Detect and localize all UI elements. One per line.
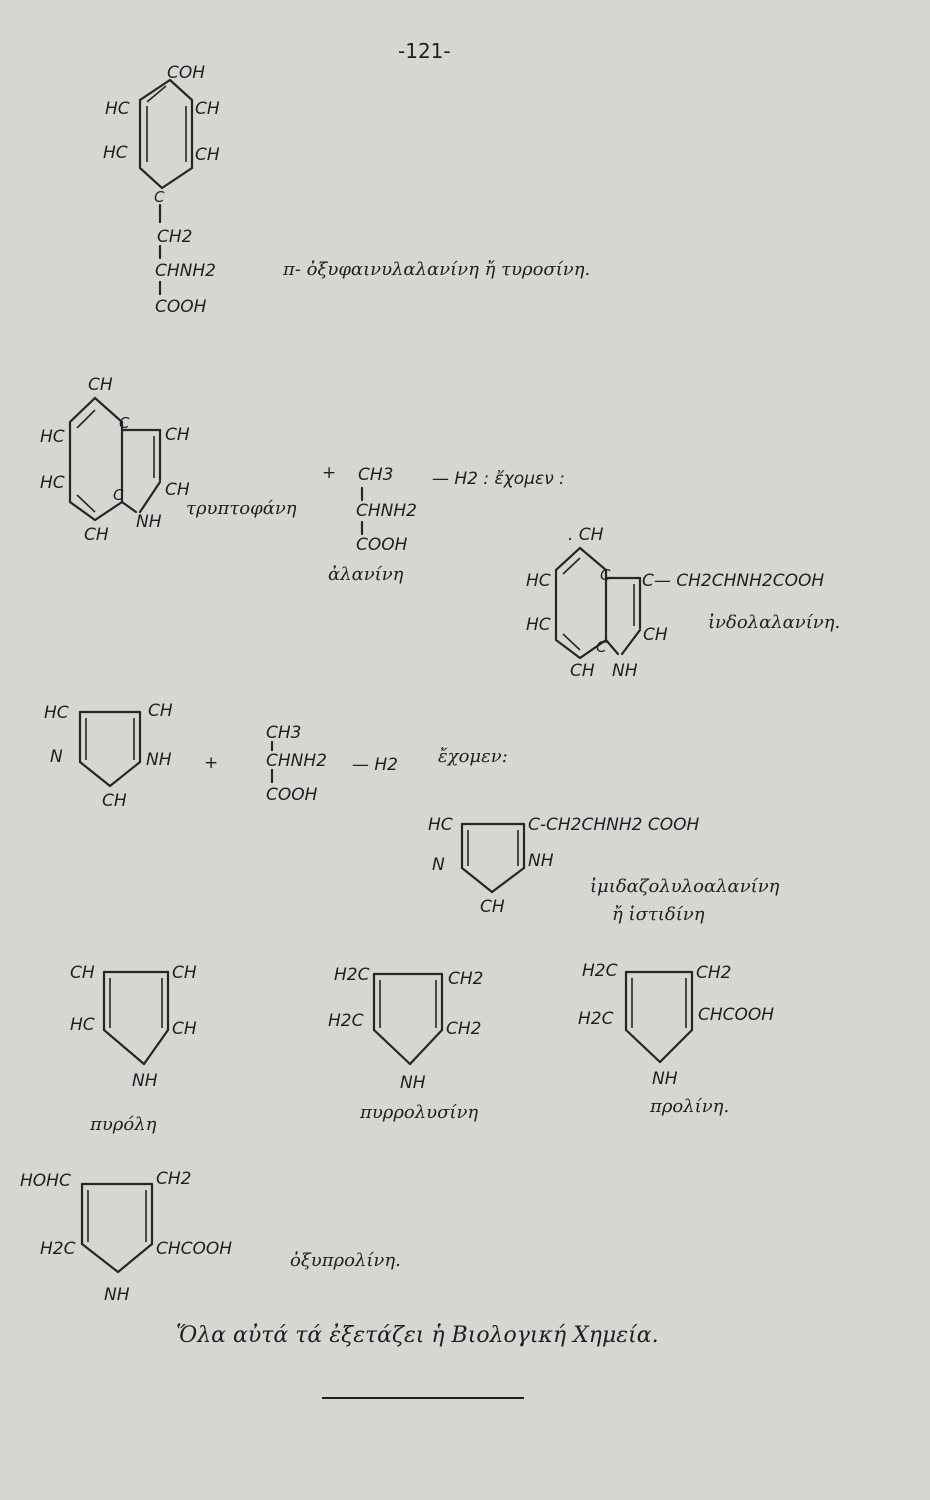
indolealanine-atom-ch2: CH: [643, 625, 668, 645]
alanine-atom-ch3: CH3: [358, 465, 394, 485]
tryptophan-atom-nh: NH: [136, 512, 162, 532]
tyrosine-atom-ch2: CH: [195, 145, 220, 165]
hydroxyproline-atom-chcooh: CHCOOH: [156, 1239, 233, 1259]
alanine-structure: [356, 465, 417, 555]
imidazole-atom-n: N: [50, 747, 63, 767]
alanine-structure-2: [266, 723, 327, 805]
pyrrolidine-atom-h2c1: H2C: [334, 965, 370, 985]
hydroxyproline-atom-h2c: H2C: [40, 1239, 76, 1259]
hydroxyproline-structure: [20, 1169, 232, 1305]
alanine-atom-cooh: COOH: [356, 535, 408, 555]
pyrrolidine-atom-ch2-2: CH2: [446, 1019, 482, 1039]
tyrosine-atom-c: C: [154, 188, 165, 206]
tryptophan-atom-ch1: CH: [165, 425, 190, 445]
tyrosine-atom-hc1: HC: [105, 99, 130, 119]
pyrrolidine-atom-nh: NH: [400, 1073, 426, 1093]
indolealanine-atom-nh: NH: [612, 661, 638, 681]
tryptophan-atom-hc2: HC: [40, 473, 65, 493]
pyrrolidine-atom-h2c2: H2C: [328, 1011, 364, 1031]
reaction1-elimination: — H2 : ἔχομεν :: [432, 469, 565, 489]
tyrosine-atom-ch1: CH: [195, 99, 220, 119]
reaction2-elimination: — H2: [352, 755, 399, 775]
indolealanine-atom-hc2: HC: [526, 615, 551, 635]
tyrosine-atom-cooh: COOH: [155, 297, 207, 317]
pyrrolidine-structure: [328, 965, 483, 1093]
pyrrole-atom-ch3: CH: [172, 1019, 197, 1039]
reaction1-plus: +: [322, 463, 337, 483]
tyrosine-atom-coh: COH: [167, 63, 206, 83]
imidazole-atom-hc: HC: [44, 703, 69, 723]
imidazole-atom-nh: NH: [146, 750, 172, 770]
imidazole-atom-ch: CH: [148, 701, 173, 721]
closing-sentence: Ὅλα αὐτά τά ἐξετάζει ἡ Βιολογική Χημεία.: [176, 1323, 659, 1348]
imidazole-atom-ch-bottom: CH: [102, 791, 127, 811]
reaction2-plus: +: [204, 753, 219, 773]
tryptophan-atom-ch3: CH: [84, 525, 109, 545]
indolealanine-atom-ch3: CH: [570, 661, 595, 681]
imidazole-structure: [44, 701, 173, 811]
tyrosine-structure: [103, 63, 220, 317]
histidine-atom-nh: NH: [528, 851, 554, 871]
reaction2-result-label: ἔχομεν:: [438, 746, 508, 767]
histidine-name-line1: ἰμιδαζολυλοαλανίνη: [590, 876, 780, 897]
tryptophan-atom-ch2: CH: [165, 480, 190, 500]
tyrosine-name: π- ὀξυφαινυλαλανίνη ἤ τυροσίνη.: [283, 259, 591, 280]
histidine-name-line2: ἤ ἱστιδίνη: [612, 904, 705, 925]
hydroxyproline-name: ὀξυπρολίνη.: [290, 1250, 401, 1271]
tryptophan-name: τρυπτοφάνη: [186, 498, 297, 519]
histidine-atom-n: N: [432, 855, 445, 875]
tryptophan-atom-c2: C: [113, 486, 124, 504]
tryptophan-atom-c1: C: [119, 414, 130, 432]
pyrrole-atom-ch1: CH: [70, 963, 95, 983]
indolealanine-atom-hc1: HC: [526, 571, 551, 591]
page-number: -121-: [398, 39, 451, 63]
histidine-atom-hc: HC: [428, 815, 453, 835]
hydroxyproline-atom-nh: NH: [104, 1285, 130, 1305]
pyrrole-atom-hc: HC: [70, 1015, 95, 1035]
tryptophan-atom-ch-top: CH: [88, 375, 113, 395]
tyrosine-atom-chnh2: CHNH2: [155, 261, 216, 281]
proline-name: προλίνη.: [650, 1096, 730, 1117]
alanine-name: ἀλανίνη: [328, 564, 404, 585]
indolealanine-name: ἰνδολαλανίνη.: [708, 612, 841, 633]
proline-atom-ch2: CH2: [696, 963, 732, 983]
pyrrole-atom-nh: NH: [132, 1071, 158, 1091]
alanine-atom-chnh2: CHNH2: [356, 501, 417, 521]
indolealanine-side-chain: C— CH2CHNH2COOH: [642, 571, 825, 591]
indolealanine-atom-c2: C: [596, 638, 607, 656]
pyrrolidine-name: πυρρολυσίνη: [360, 1102, 479, 1123]
proline-atom-nh: NH: [652, 1069, 678, 1089]
alanine2-atom-chnh2: CHNH2: [266, 751, 327, 771]
tyrosine-atom-hc2: HC: [103, 143, 128, 163]
histidine-side-chain: C-CH2CHNH2 COOH: [528, 815, 700, 835]
pyrrolidine-atom-ch2-1: CH2: [448, 969, 484, 989]
histidine-structure: [428, 815, 699, 917]
proline-atom-h2c1: H2C: [582, 961, 618, 981]
tyrosine-atom-ch2-chain: CH2: [157, 227, 193, 247]
alanine2-atom-cooh: COOH: [266, 785, 318, 805]
indolealanine-structure: [526, 525, 824, 681]
pyrrole-structure: [70, 963, 197, 1091]
proline-atom-h2c2: H2C: [578, 1009, 614, 1029]
hydroxyproline-atom-hohc: HOHC: [20, 1171, 71, 1191]
pyrrole-name: πυρόλη: [90, 1114, 157, 1135]
tryptophan-atom-hc1: HC: [40, 427, 65, 447]
indolealanine-atom-ch-top: . CH: [568, 525, 604, 545]
proline-structure: [578, 961, 774, 1089]
indolealanine-atom-c1: C: [600, 566, 611, 584]
proline-atom-chcooh: CHCOOH: [698, 1005, 775, 1025]
hydroxyproline-atom-ch2: CH2: [156, 1169, 192, 1189]
histidine-atom-ch: CH: [480, 897, 505, 917]
tryptophan-structure: [40, 375, 190, 545]
alanine2-atom-ch3: CH3: [266, 723, 302, 743]
pyrrole-atom-ch2: CH: [172, 963, 197, 983]
